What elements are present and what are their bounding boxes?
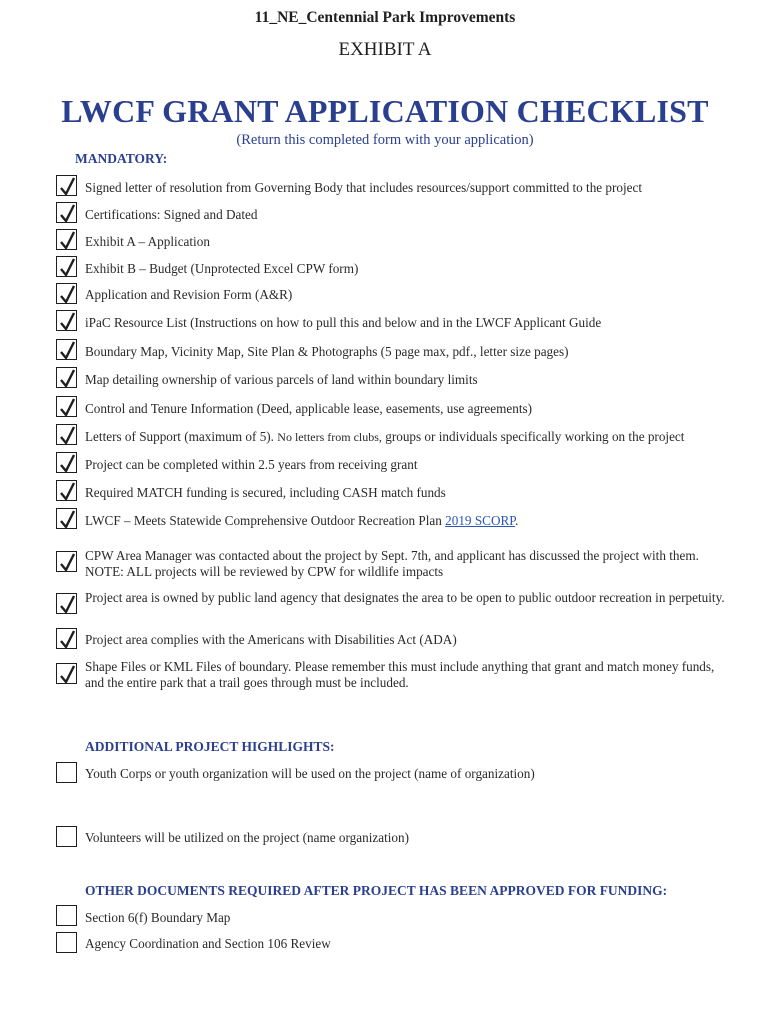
page-subtitle: (Return this completed form with your application): [236, 132, 534, 148]
item-label: Shape Files or KML Files of boundary. Please remember this must include anything that grant and match money funds, and the entire park that a trail goes through must be included.: [85, 659, 715, 690]
checkmark-icon: [58, 257, 78, 279]
item-label: Required MATCH funding is secured, including CASH match funds: [85, 485, 446, 500]
item-label: Project area complies with the Americans with Disabilities Act (ADA): [85, 632, 457, 647]
checkbox-checked[interactable]: [56, 396, 77, 417]
checkbox-checked[interactable]: [56, 508, 77, 529]
checkbox-checked[interactable]: [56, 202, 77, 223]
checkmark-icon: [58, 230, 78, 252]
item-label-rest: groups or individuals specifically working on the project: [385, 429, 685, 444]
checkbox-checked[interactable]: [56, 480, 77, 501]
checkbox-unchecked[interactable]: [56, 905, 77, 926]
checkmark-icon: [58, 629, 78, 651]
other-documents-heading: OTHER DOCUMENTS REQUIRED AFTER PROJECT HAS BEEN APPROVED FOR FUNDING:: [85, 883, 668, 898]
checkmark-icon: [58, 284, 78, 306]
checkbox-checked[interactable]: [56, 452, 77, 473]
item-label: Certifications: Signed and Dated: [85, 207, 258, 222]
checkbox-checked[interactable]: [56, 367, 77, 388]
item-label: Volunteers will be utilized on the project (name organization): [85, 830, 409, 845]
item-label: Project can be completed within 2.5 years from receiving grant: [85, 457, 418, 472]
checkbox-checked[interactable]: [56, 175, 77, 196]
checkmark-icon: [58, 552, 78, 574]
checkmark-icon: [58, 203, 78, 225]
item-label: Control and Tenure Information (Deed, applicable lease, easements, use agreements): [85, 401, 533, 416]
item-label: Section 6(f) Boundary Map: [85, 910, 231, 925]
item-label: Exhibit A – Application: [85, 234, 210, 249]
exhibit-label: EXHIBIT A: [338, 39, 432, 60]
checkbox-unchecked[interactable]: [56, 932, 77, 953]
checkbox-unchecked[interactable]: [56, 826, 77, 847]
item-label: Application and Revision Form (A&R): [85, 287, 293, 302]
checkbox-checked[interactable]: [56, 310, 77, 331]
checkmark-icon: [58, 664, 78, 686]
checkbox-checked[interactable]: [56, 339, 77, 360]
checkbox-checked[interactable]: [56, 229, 77, 250]
checkmark-icon: [58, 425, 78, 447]
item-label-main: LWCF – Meets Statewide Comprehensive Outdoor Recreation Plan: [85, 513, 442, 528]
checkbox-checked[interactable]: [56, 628, 77, 649]
checkmark-icon: [58, 594, 78, 616]
checkmark-icon: [58, 368, 78, 390]
checkbox-unchecked[interactable]: [56, 762, 77, 783]
item-label: Agency Coordination and Section 106 Review: [85, 936, 331, 951]
page-title: LWCF GRANT APPLICATION CHECKLIST: [61, 93, 709, 129]
item-label: Exhibit B – Budget (Unprotected Excel CPW form): [85, 261, 359, 276]
checkbox-checked[interactable]: [56, 283, 77, 304]
checkmark-icon: [58, 176, 78, 198]
checkmark-icon: [58, 340, 78, 362]
checkmark-icon: [58, 311, 78, 333]
checkbox-checked[interactable]: [56, 424, 77, 445]
checkbox-checked[interactable]: [56, 593, 77, 614]
item-label: [85, 429, 725, 446]
checkbox-checked[interactable]: [56, 256, 77, 277]
item-label: CPW Area Manager was contacted about the project by Sept. 7th, and applicant has discussed the project with them. NOTE: ALL projects will be reviewed by CPW for wildlife impacts: [85, 548, 699, 579]
item-label: Youth Corps or youth organization will be used on the project (name of organization): [85, 766, 535, 781]
checkbox-checked[interactable]: [56, 551, 77, 572]
checkmark-icon: [58, 509, 78, 531]
checkmark-icon: [58, 481, 78, 503]
item-label: iPaC Resource List (Instructions on how to pull this and below and in the LWCF Applicant Guide: [85, 315, 602, 330]
item-label: Map detailing ownership of various parcels of land within boundary limits: [85, 372, 478, 387]
mandatory-heading: MANDATORY:: [75, 151, 168, 166]
item-label: [85, 513, 725, 529]
checkmark-icon: [58, 453, 78, 475]
item-label: Signed letter of resolution from Governing Body that includes resources/support committed to the project: [85, 180, 643, 195]
document-header: 11_NE_Centennial Park Improvements: [254, 9, 516, 26]
scorp-link[interactable]: 2019 SCORP: [445, 513, 516, 528]
checkmark-icon: [58, 397, 78, 419]
item-label: Project area is owned by public land agency that designates the area to be open to public outdoor recreation in perpetuity.: [85, 590, 725, 605]
checkbox-checked[interactable]: [56, 663, 77, 684]
item-label: Boundary Map, Vicinity Map, Site Plan & Photographs (5 page max, pdf., letter size pages): [85, 344, 569, 359]
item-label-end: .: [515, 513, 519, 528]
item-label-main: Letters of Support (maximum of 5).: [85, 429, 274, 444]
additional-heading: ADDITIONAL PROJECT HIGHLIGHTS:: [85, 739, 335, 754]
item-label-small: No letters from clubs,: [277, 430, 382, 444]
